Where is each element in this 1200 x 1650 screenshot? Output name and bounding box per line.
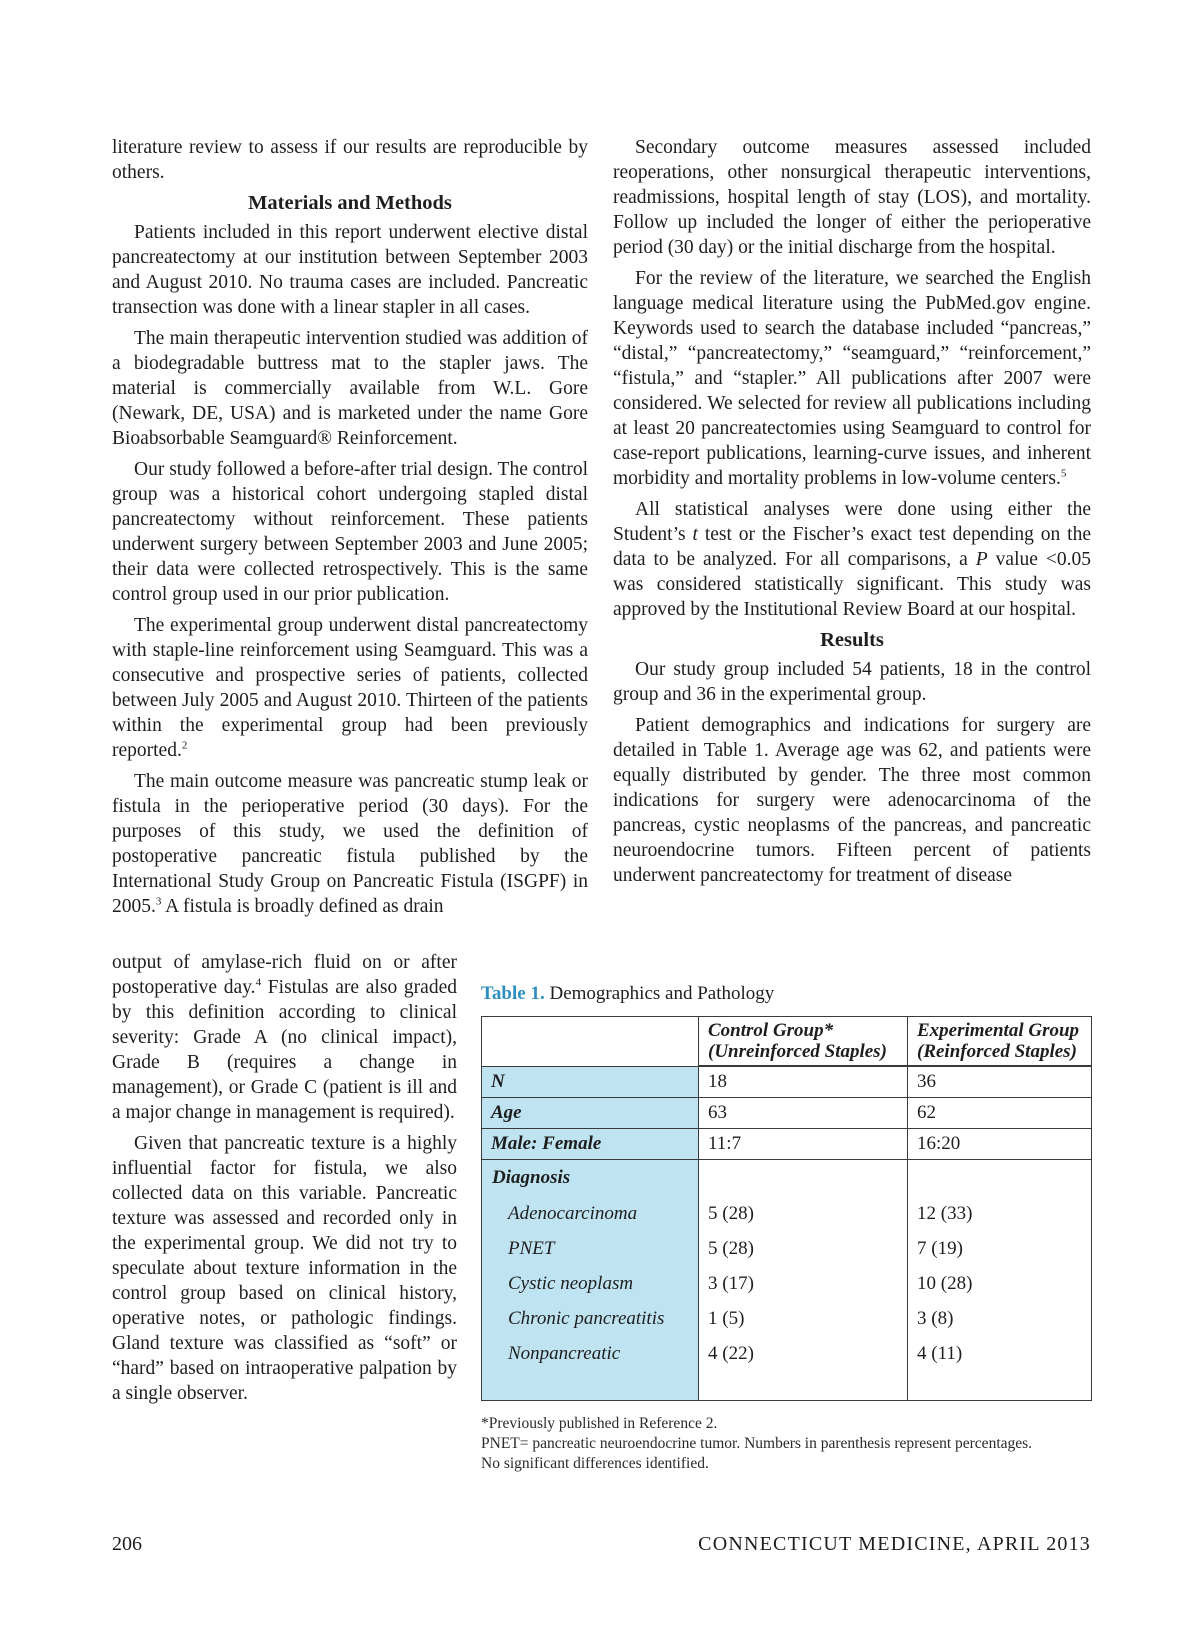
diagnosis-tail-spacer xyxy=(908,1371,1091,1400)
table-corner-cell xyxy=(482,1017,699,1067)
paragraph-study-group: Our study group included 54 patients, 18 in the control group and 36 in the experimental group. xyxy=(613,659,1091,705)
paragraph-literature-search xyxy=(613,266,1091,491)
paragraph-text: Fistulas are also graded by this definition according to clinical severity: Grade A (no clinical impact), Grade B (requires a change in management), or Grade C (patient is ill and a major change in management is required). xyxy=(112,977,457,1123)
section-heading-materials-methods: Materials and Methods xyxy=(248,192,452,214)
cell-control: 5 (28) xyxy=(708,1238,754,1259)
diagnosis-tail-spacer xyxy=(482,1371,698,1400)
cell-control: 11:7 xyxy=(699,1129,908,1160)
cell-control: 1 (5) xyxy=(708,1308,745,1329)
section-heading-results: Results xyxy=(820,629,884,651)
table-caption xyxy=(481,983,1091,1005)
reference-superscript: 2 xyxy=(181,739,188,752)
paragraph-fistula-grades xyxy=(112,950,457,1125)
paragraph-text: A fistula is broadly defined as drain xyxy=(161,896,444,917)
paragraph-experimental-group xyxy=(112,613,588,763)
diagnosis-spacer xyxy=(908,1160,1091,1196)
diagnosis-label: Nonpancreatic xyxy=(508,1343,621,1364)
journal-footer: CONNECTICUT MEDICINE, APRIL 2013 xyxy=(698,1533,1091,1555)
cell-experimental: 7 (19) xyxy=(917,1238,963,1259)
cell-experimental: 10 (28) xyxy=(917,1273,973,1294)
diagnosis-label: Cystic neoplasm xyxy=(508,1273,634,1294)
paragraph-secondary-outcomes: Secondary outcome measures assessed included reoperations, other nonsurgical therapeutic interventions, readmissions, hospital length of stay (LOS), and mortality. Follow up included the longer of either the perioperative period (30 day) or the initial discharge from the hospital. xyxy=(613,137,1091,258)
footnote-previously-published: *Previously published in Reference 2. xyxy=(481,1415,718,1432)
row-label-age: Age xyxy=(482,1098,699,1129)
paragraph-intervention: The main therapeutic intervention studied was addition of a biodegradable buttress mat to the stapler jaws. The material is commercially available from W.L. Gore (Newark, DE, USA) and is marketed under the name Gore Bioabsorbable Seamguard® Reinforcement. xyxy=(112,328,588,449)
table-title: Demographics and Pathology xyxy=(549,983,775,1004)
row-label-sex-ratio: Male: Female xyxy=(482,1129,699,1160)
row-label-diagnosis: Diagnosis xyxy=(492,1167,571,1188)
row-label-n: N xyxy=(482,1066,699,1098)
diagnosis-tail-spacer xyxy=(699,1371,907,1400)
italic-t: t xyxy=(692,524,698,545)
left-lower-column xyxy=(112,950,457,1412)
paragraph-text: test or the Fischer’s exact test depending on the data to be analyzed. For all comparisons, a xyxy=(613,524,1092,570)
header-experimental-group: Experimental Group (Reinforced Staples) xyxy=(908,1017,1092,1067)
reference-superscript: 5 xyxy=(1060,467,1067,480)
paragraph-text: All statistical analyses were done using either the Student’s xyxy=(613,499,1091,545)
table-row-diagnosis xyxy=(482,1160,1092,1401)
paragraph-demographics: Patient demographics and indications for surgery are detailed in Table 1. Average age was 62, and patients were equally distributed by gender. The three most common indications for surgery were adenocarcinoma of the pancreas, cystic neoplasms of the pancreas, and pancreatic neuroendocrine tumors. Fifteen percent of patients underwent pancreatectomy for treatment of disease xyxy=(613,715,1091,886)
cell-experimental: 12 (33) xyxy=(917,1203,973,1224)
diagnosis-label: PNET xyxy=(508,1238,555,1259)
italic-p: P xyxy=(975,549,988,570)
cell-control: 3 (17) xyxy=(708,1273,754,1294)
cell-experimental: 62 xyxy=(908,1098,1092,1129)
reference-superscript: 3 xyxy=(155,895,162,908)
right-column xyxy=(613,135,1091,894)
table-label: Table 1. xyxy=(481,983,545,1004)
paragraph-study-design: Our study followed a before-after trial design. The control group was a historical cohort undergoing stapled distal pancreatectomy without reinforcement. These patients underwent surgery between September 2003 and June 2005; their data were collected retrospectively. This is the same control group used in our prior publication. xyxy=(112,459,588,605)
cell-control: 5 (28) xyxy=(708,1203,754,1224)
diagnosis-label: Adenocarcinoma xyxy=(508,1203,638,1224)
table-row xyxy=(482,1066,1092,1098)
table-header-row xyxy=(482,1017,1092,1067)
reference-superscript: 4 xyxy=(255,976,262,989)
table-1-block xyxy=(481,983,1091,1474)
demographics-table xyxy=(481,1016,1092,1401)
paragraph-text: output of amylase-rich fluid on or after postoperative day. xyxy=(112,952,457,998)
cell-control: 4 (22) xyxy=(708,1343,754,1364)
paragraph-main-outcome xyxy=(112,769,588,919)
diagnosis-experimental-cell xyxy=(908,1160,1092,1401)
table-footnotes xyxy=(481,1414,1091,1474)
cell-control: 18 xyxy=(699,1066,908,1098)
cell-experimental: 4 (11) xyxy=(917,1343,963,1364)
paragraph-text: For the review of the literature, we searched the English language medical literature using the PubMed.gov engine. Keywords used to search the database included “pancreas,” “distal,” “pancreatectomy,” “seamguard,” “reinforcement,” “fistula,” and “stapler.” All publications after 2007 were considered. We selected for review all publications including at least 20 pancreatectomies using Seamguard to control for case-report publications, learning-curve issues, and inherent morbidity and mortality problems in low-volume centers. xyxy=(613,268,1091,489)
paragraph-text: The main outcome measure was pancreatic stump leak or fistula in the perioperative period (30 days). For the purposes of this study, we used the definition of postoperative pancreatic fistula published by the International Study Group on Pancreatic Fistula (ISGPF) in 2005. xyxy=(112,771,588,917)
paragraph-text: The experimental group underwent distal pancreatectomy with staple-line reinforcement using Seamguard. This was a consecutive and prospective series of patients, collected between July 2005 and August 2010. Thirteen of the patients within the experimental group had been previously reported. xyxy=(112,615,588,761)
cell-control: 63 xyxy=(699,1098,908,1129)
diagnosis-control-cell xyxy=(699,1160,908,1401)
cell-experimental: 36 xyxy=(908,1066,1092,1098)
page-number: 206 xyxy=(112,1533,142,1555)
table-row xyxy=(482,1129,1092,1160)
header-control-group: Control Group* (Unreinforced Staples) xyxy=(699,1017,908,1067)
left-column xyxy=(112,135,588,925)
footnote-no-differences: No significant differences identified. xyxy=(481,1455,709,1472)
diagnosis-label: Chronic pancreatitis xyxy=(508,1308,665,1329)
paragraph-patients: Patients included in this report underwent elective distal pancreatectomy at our institution between September 2003 and August 2010. No trauma cases are included. Pancreatic transection was done with a linear stapler in all cases. xyxy=(112,222,588,318)
cell-experimental: 16:20 xyxy=(908,1129,1092,1160)
footnote-pnet-definition: PNET= pancreatic neuroendocrine tumor. Numbers in parenthesis represent percentages. xyxy=(481,1435,1033,1452)
table-row xyxy=(482,1098,1092,1129)
paragraph-text: value <0.05 was considered statistically significant. This study was approved by the Institutional Review Board at our hospital. xyxy=(613,549,1092,620)
diagnosis-label-cell xyxy=(482,1160,699,1401)
paragraph-pancreatic-texture: Given that pancreatic texture is a highly influential factor for fistula, we also collected data on this variable. Pancreatic texture was assessed and recorded only in the experimental group. We did not try to speculate about texture information in the control group based on clinical history, operative notes, or pathologic findings. Gland texture was classified as “soft” or “hard” based on intraoperative palpation by a single observer. xyxy=(112,1133,457,1404)
diagnosis-spacer xyxy=(699,1160,907,1196)
cell-experimental: 3 (8) xyxy=(917,1308,954,1329)
paragraph-intro-end: literature review to assess if our results are reproducible by others. xyxy=(112,137,588,183)
paragraph-statistics xyxy=(613,497,1091,622)
